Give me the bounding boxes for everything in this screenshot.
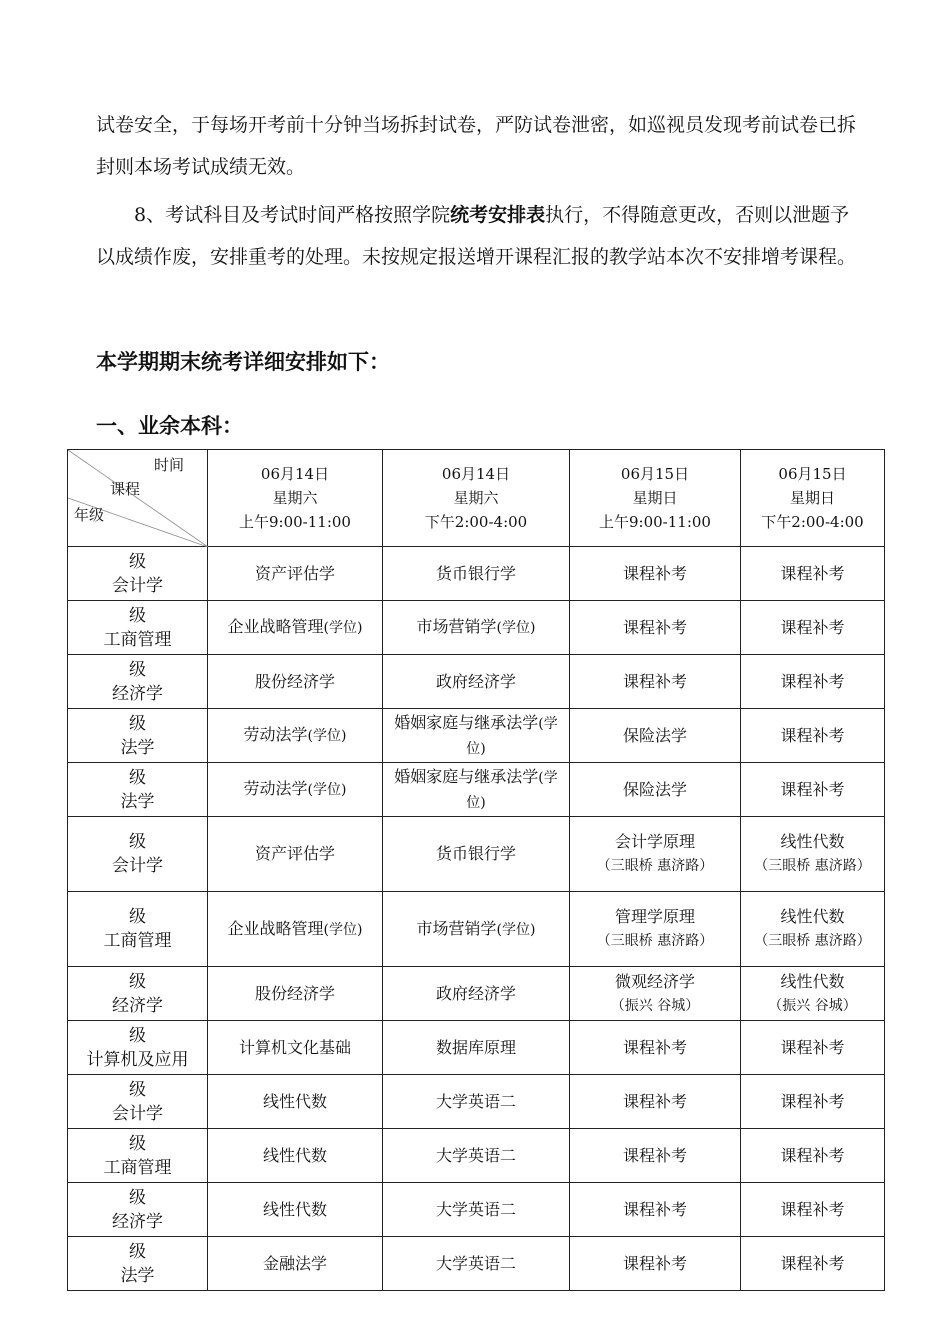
course-name: 线性代数 — [780, 832, 845, 851]
course-name: 线性代数 — [780, 971, 845, 991]
corner-diagonal-lines — [68, 450, 208, 547]
course-cell: 课程补考 — [741, 1183, 885, 1237]
grade-level: 级 — [129, 1187, 146, 1208]
course-name: 企业战略管理 — [227, 918, 324, 938]
grade-level: 级 — [129, 767, 146, 788]
column-time: 下午2:00-4:00 — [424, 513, 528, 531]
course-degree-tag: (学位) — [307, 728, 347, 744]
course-name: 市场营销学 — [416, 918, 497, 938]
course-degree-tag: (学位) — [466, 715, 558, 757]
grade-major: 工商管理 — [103, 931, 172, 951]
exam-site-note: （三眼桥 惠济路） — [596, 858, 714, 874]
corner-label-grade: 年级 — [74, 506, 105, 524]
grade-level: 级 — [129, 1079, 146, 1100]
course-cell: 课程补考 — [741, 1075, 885, 1129]
grade-major: 法学 — [120, 737, 155, 758]
course-cell: 大学英语二 — [383, 1075, 570, 1129]
course-name: 管理学原理 — [614, 907, 695, 926]
course-cell: 资产评估学 — [208, 547, 383, 601]
course-cell: 课程补考 — [741, 1237, 885, 1291]
table-row — [68, 1237, 885, 1291]
course-cell: 线性代数 — [208, 1183, 383, 1237]
grade-major: 经济学 — [112, 1211, 163, 1232]
grade-major: 法学 — [120, 791, 155, 812]
column-time: 下午2:00-4:00 — [761, 513, 864, 531]
course-name: 婚姻家庭与继承法学 — [394, 712, 539, 732]
rule-8-bold-term: 统考安排表 — [450, 204, 546, 226]
course-cell: 股份经济学 — [208, 655, 383, 709]
exam-site-note: （三眼桥 惠济路） — [754, 858, 871, 874]
table-row — [68, 1129, 885, 1183]
exam-site-note: （三眼桥 惠济路） — [596, 933, 714, 949]
paragraph-rule-8 — [96, 194, 866, 278]
column-weekday: 星期六 — [272, 489, 318, 507]
course-degree-tag: (学位) — [323, 921, 363, 938]
course-degree-tag: (学位) — [307, 782, 347, 798]
grade-cell — [68, 1075, 208, 1129]
course-cell: 课程补考 — [570, 601, 741, 655]
course-cell: 课程补考 — [570, 1129, 741, 1183]
column-header — [208, 450, 383, 547]
corner-label-course: 课程 — [110, 480, 141, 498]
course-cell: 保险法学 — [570, 763, 741, 817]
column-date: 06月15日 — [778, 465, 847, 483]
course-cell: 课程补考 — [741, 763, 885, 817]
table-row — [68, 709, 885, 763]
course-cell: 课程补考 — [570, 655, 741, 709]
course-cell: 计算机文化基础 — [208, 1021, 383, 1075]
course-degree-tag: (学位) — [323, 620, 363, 636]
grade-level: 级 — [129, 971, 146, 992]
grade-major: 会计学 — [112, 575, 163, 596]
exam-site-note: （振兴 谷城） — [768, 997, 857, 1014]
course-cell: 课程补考 — [741, 1021, 885, 1075]
course-cell — [208, 601, 383, 655]
column-weekday: 星期六 — [453, 489, 499, 507]
course-degree-tag: (学位) — [496, 620, 536, 636]
table-row — [68, 817, 885, 892]
course-cell: 政府经济学 — [383, 967, 570, 1021]
course-cell — [383, 763, 570, 817]
grade-major: 经济学 — [112, 995, 163, 1016]
grade-level: 级 — [129, 659, 146, 680]
course-name: 微观经济学 — [614, 971, 695, 991]
column-date: 06月15日 — [620, 465, 690, 483]
grade-cell — [68, 709, 208, 763]
table-row — [68, 1075, 885, 1129]
course-degree-tag: (学位) — [466, 769, 558, 811]
column-header — [383, 450, 570, 547]
table-corner-cell — [68, 450, 208, 547]
section-heading-undergrad: 一、业余本科： — [96, 414, 243, 438]
course-cell: 线性代数 — [208, 1129, 383, 1183]
exam-schedule-table — [67, 449, 885, 1291]
grade-level: 级 — [129, 605, 146, 626]
course-cell: 大学英语二 — [383, 1237, 570, 1291]
course-cell: 课程补考 — [741, 601, 885, 655]
course-name: 线性代数 — [780, 907, 845, 926]
grade-cell — [68, 1021, 208, 1075]
course-cell: 课程补考 — [570, 1183, 741, 1237]
grade-cell — [68, 1237, 208, 1291]
rule-8-text-a: 8、考试科目及考试时间严格按照学院 — [134, 204, 451, 226]
column-time: 上午9:00-11:00 — [239, 513, 351, 531]
grade-cell — [68, 655, 208, 709]
column-header — [570, 450, 741, 547]
grade-level: 级 — [129, 713, 146, 734]
course-cell: 课程补考 — [570, 1021, 741, 1075]
grade-cell — [68, 547, 208, 601]
column-weekday: 星期日 — [789, 489, 835, 507]
course-cell — [570, 892, 741, 967]
schedule-heading: 本学期期末统考详细安排如下： — [96, 350, 390, 374]
grade-major: 会计学 — [112, 856, 163, 876]
table-row — [68, 655, 885, 709]
grade-cell — [68, 763, 208, 817]
table-row — [68, 967, 885, 1021]
course-cell — [208, 892, 383, 967]
grade-cell — [68, 1129, 208, 1183]
course-cell — [741, 967, 885, 1021]
course-cell — [570, 967, 741, 1021]
table-row — [68, 892, 885, 967]
course-cell: 线性代数 — [208, 1075, 383, 1129]
grade-level: 级 — [129, 1241, 146, 1262]
course-cell: 课程补考 — [741, 547, 885, 601]
table-row — [68, 763, 885, 817]
corner-label-time: 时间 — [154, 456, 185, 474]
course-cell: 政府经济学 — [383, 655, 570, 709]
column-weekday: 星期日 — [632, 489, 678, 507]
table-row — [68, 547, 885, 601]
column-header — [741, 450, 885, 547]
course-name: 会计学原理 — [614, 832, 695, 851]
course-cell: 课程补考 — [570, 1075, 741, 1129]
grade-level: 级 — [129, 551, 146, 572]
course-name: 企业战略管理 — [227, 617, 324, 636]
course-name: 劳动法学 — [243, 725, 308, 744]
exam-site-note: （三眼桥 惠济路） — [754, 933, 871, 949]
course-degree-tag: (学位) — [496, 921, 536, 938]
course-cell — [383, 892, 570, 967]
grade-major: 工商管理 — [103, 1157, 172, 1178]
grade-major: 计算机及应用 — [86, 1049, 189, 1070]
paragraph-exam-security: 试卷安全，于每场开考前十分钟当场拆封试卷，严防试卷泄密，如巡视员发现考前试卷已拆封则本场考试成绩无效。 — [96, 114, 857, 178]
grade-cell — [68, 601, 208, 655]
grade-major: 会计学 — [112, 1103, 163, 1124]
grade-cell — [68, 1183, 208, 1237]
grade-level: 级 — [129, 1025, 146, 1046]
grade-cell — [68, 967, 208, 1021]
column-date: 06月14日 — [441, 465, 511, 483]
course-cell — [383, 709, 570, 763]
course-cell: 数据库原理 — [383, 1021, 570, 1075]
table-row — [68, 601, 885, 655]
course-cell — [570, 817, 741, 892]
course-cell: 货币银行学 — [383, 817, 570, 892]
course-cell: 课程补考 — [570, 1237, 741, 1291]
course-cell — [208, 763, 383, 817]
course-cell: 保险法学 — [570, 709, 741, 763]
course-cell: 股份经济学 — [208, 967, 383, 1021]
course-cell: 大学英语二 — [383, 1183, 570, 1237]
grade-level: 级 — [129, 832, 146, 852]
course-name: 劳动法学 — [243, 779, 308, 798]
column-date: 06月14日 — [260, 465, 330, 483]
table-row — [68, 1183, 885, 1237]
course-cell: 货币银行学 — [383, 547, 570, 601]
course-cell — [383, 601, 570, 655]
course-cell: 课程补考 — [741, 1129, 885, 1183]
grade-level: 级 — [129, 1133, 146, 1154]
course-cell: 课程补考 — [741, 655, 885, 709]
course-cell: 课程补考 — [741, 709, 885, 763]
course-cell: 金融法学 — [208, 1237, 383, 1291]
course-cell: 课程补考 — [570, 547, 741, 601]
table-row — [68, 1021, 885, 1075]
course-cell: 资产评估学 — [208, 817, 383, 892]
rule-8-text-b: 执行，不得随意更改，否则以泄题予以成绩作废，安排重考的处理。未按规定报送增开课程汇报的教学站本次不安排增考课程。 — [96, 204, 857, 268]
grade-major: 经济学 — [112, 683, 163, 704]
grade-cell — [68, 817, 208, 892]
course-name: 婚姻家庭与继承法学 — [394, 766, 539, 786]
course-cell — [741, 817, 885, 892]
grade-cell — [68, 892, 208, 967]
course-cell — [741, 892, 885, 967]
table-header-row — [68, 450, 885, 547]
grade-major: 法学 — [120, 1265, 155, 1286]
grade-major: 工商管理 — [103, 629, 172, 650]
course-cell: 大学英语二 — [383, 1129, 570, 1183]
course-name: 市场营销学 — [416, 617, 497, 636]
column-time: 上午9:00-11:00 — [599, 513, 711, 531]
course-cell — [208, 709, 383, 763]
grade-level: 级 — [129, 907, 146, 927]
exam-site-note: （振兴 谷城） — [610, 997, 700, 1014]
